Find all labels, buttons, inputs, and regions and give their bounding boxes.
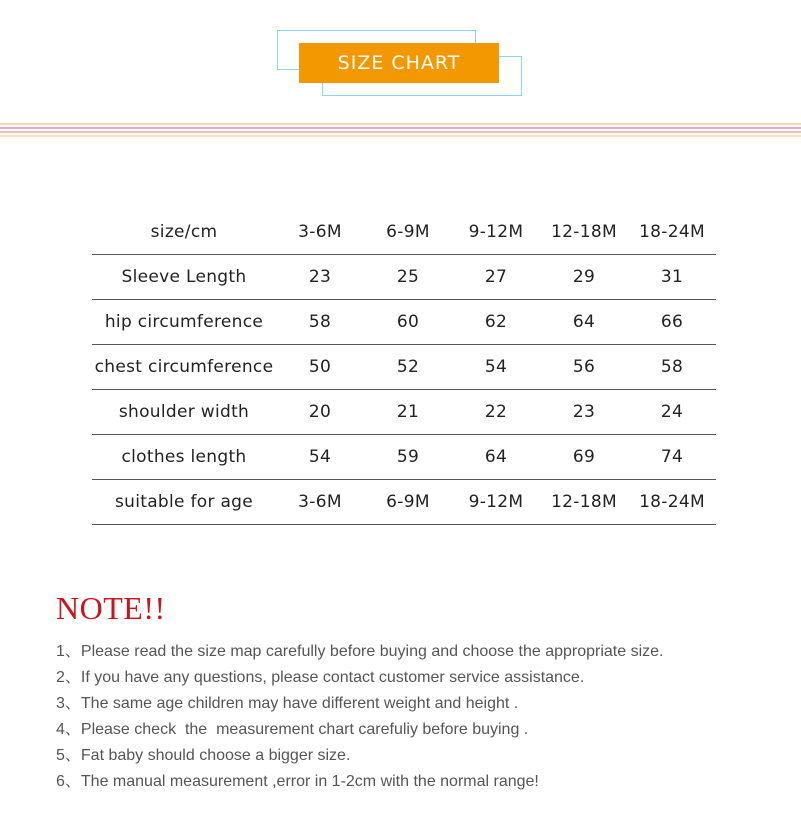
header-stripe: [0, 131, 801, 133]
row-label-cell: Sleeve Length: [121, 267, 247, 287]
table-cell: 6-9M: [386, 492, 430, 512]
header-stripe: [0, 127, 801, 129]
table-cell: 66: [660, 312, 684, 332]
table-cell: 52: [396, 357, 420, 377]
table-cell: 29: [572, 267, 596, 287]
note-list: [56, 640, 663, 796]
table-cell: 12-18M: [551, 492, 617, 512]
table-cell: 27: [484, 267, 508, 287]
table-row: [92, 300, 716, 345]
row-label-cell: clothes length: [121, 447, 247, 467]
table-cell: 54: [308, 447, 332, 467]
size-table-container: [92, 210, 716, 525]
table-cell: 21: [396, 402, 420, 422]
header-cell-size: 3-6M: [298, 222, 342, 242]
table-row: [92, 345, 716, 390]
table-cell: 23: [572, 402, 596, 422]
header-cell-label: size/cm: [150, 222, 218, 242]
table-cell: 20: [308, 402, 332, 422]
note-item: 2、If you have any questions, please contact customer service assistance.: [56, 669, 585, 686]
table-cell: 58: [308, 312, 332, 332]
row-label-cell: hip circumference: [104, 312, 264, 332]
table-cell: 3-6M: [298, 492, 342, 512]
table-cell: 9-12M: [468, 492, 524, 512]
row-label-cell: shoulder width: [118, 402, 250, 422]
header-stripe: [0, 123, 801, 125]
row-label-cell: suitable for age: [114, 492, 254, 512]
table-row: [92, 390, 716, 435]
table-cell: 74: [660, 447, 684, 467]
table-cell: 54: [484, 357, 508, 377]
table-row: [92, 255, 716, 300]
table-cell: 64: [572, 312, 596, 332]
note-item: 4、Please check the measurement chart carefuliy before buying .: [56, 721, 529, 738]
table-cell: 22: [484, 402, 508, 422]
header-cell-size: 6-9M: [386, 222, 430, 242]
table-cell: 64: [484, 447, 508, 467]
table-cell: 56: [572, 357, 596, 377]
note-item: 6、The manual measurement ,error in 1-2cm with the normal range!: [56, 773, 539, 790]
table-cell: 24: [660, 402, 684, 422]
note-item: 5、Fat baby should choose a bigger size.: [56, 747, 351, 764]
header-cell-size: 9-12M: [468, 222, 524, 242]
note-item: 3、The same age children may have different weight and height .: [56, 695, 519, 712]
table-cell: 25: [396, 267, 420, 287]
size-table: [92, 210, 716, 525]
note-heading: NOTE!!: [56, 590, 166, 626]
table-cell: 23: [308, 267, 332, 287]
table-cell: 58: [660, 357, 684, 377]
table-cell: 69: [572, 447, 596, 467]
header-cell-size: 12-18M: [551, 222, 617, 242]
table-cell: 62: [484, 312, 508, 332]
header-cell-size: 18-24M: [639, 222, 705, 242]
note-item: 1、Please read the size map carefully before buying and choose the appropriate size.: [56, 643, 664, 660]
row-label-cell: chest circumference: [94, 357, 274, 377]
table-row: [92, 435, 716, 480]
table-cell: 31: [660, 267, 684, 287]
header-stripe: [0, 135, 801, 137]
table-header-row: [92, 210, 716, 255]
table-cell: 18-24M: [639, 492, 705, 512]
table-cell: 60: [396, 312, 420, 332]
table-row: [92, 480, 716, 525]
table-cell: 59: [396, 447, 420, 467]
table-cell: 50: [308, 357, 332, 377]
size-chart-banner: SIZE CHART: [299, 43, 499, 83]
